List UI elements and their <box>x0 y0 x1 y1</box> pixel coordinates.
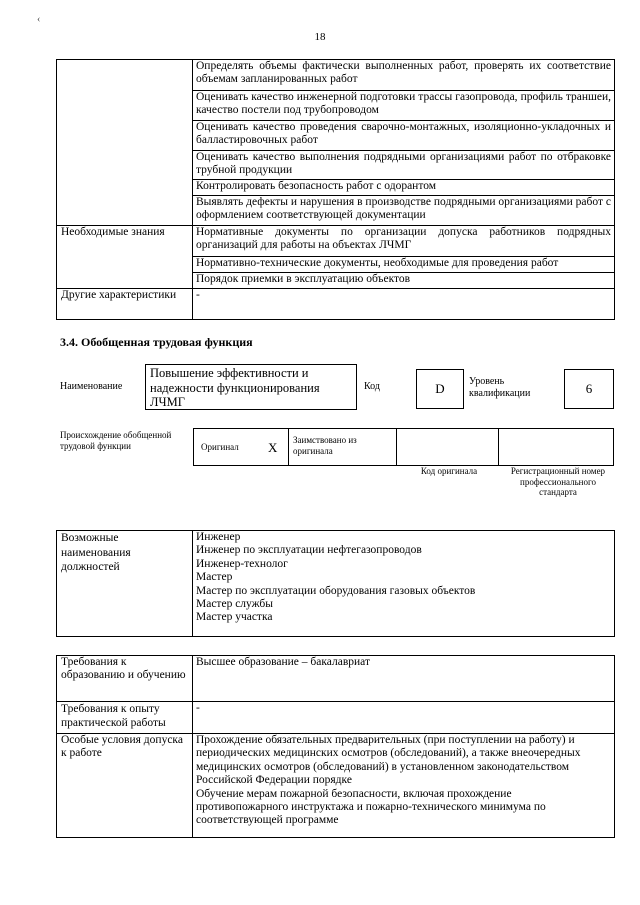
list-item: Инженер по эксплуатации нефтегазопроводов <box>196 544 422 557</box>
education-value: Высшее образование – бакалавриат <box>193 656 615 702</box>
page-number: 18 <box>314 31 326 43</box>
table1-label-cell <box>57 60 193 226</box>
code-value-box: D <box>416 369 464 409</box>
code-label: Код <box>364 381 380 392</box>
requirements-table <box>56 655 615 838</box>
borrowed-label: Заимствовано из оригинала <box>293 435 357 456</box>
original-mark: X <box>268 440 278 455</box>
origin-label: Происхождение обобщенной трудовой функции <box>60 430 172 451</box>
experience-label: Требования к опыту практической работы <box>57 702 193 734</box>
list-item: Мастер участка <box>196 611 273 624</box>
table-row: Порядок приемки в эксплуатацию объектов <box>193 273 615 289</box>
list-item: Инженер-технолог <box>196 557 288 570</box>
table-row: Оценивать качество проведения сварочно-монтажных, изоляционно-укладочных и балластировочных работ <box>193 121 615 151</box>
positions-table <box>56 530 615 637</box>
conditions-label: Особые условия допуска к работе <box>57 734 193 838</box>
table-row: Нормативные документы по организации допуска работников подрядных организаций для работы на объектах ЛЧМГ <box>193 226 615 257</box>
origin-code-caption: Код оригинала <box>420 466 478 476</box>
qualification-level-label: Уровень квалификации <box>469 376 531 399</box>
reg-number-caption: Регистрационный номер профессионального стандарта <box>510 466 606 497</box>
experience-value: - <box>193 702 615 734</box>
list-item: Мастер службы <box>196 598 274 611</box>
education-label: Требования к образованию и обучению <box>57 656 193 702</box>
origin-code-cell <box>396 429 499 465</box>
conditions-paragraph: Прохождение обязательных предварительных (при поступлении на работу) и периодических медицинских осмотров (обследований), а также внеочередных медицинских осмотров (обследований) в установленном законодательством Российской Федерации порядке <box>196 734 581 787</box>
other-characteristics-label: Другие характеристики <box>57 289 193 320</box>
qualification-level-box: 6 <box>564 369 614 409</box>
list-item: Инженер <box>196 531 241 543</box>
list-item: Мастер по эксплуатации оборудования газовых объектов <box>196 584 476 597</box>
conditions-value <box>193 734 615 838</box>
knowledge-label: Необходимые знания <box>57 226 193 289</box>
knowledge-table <box>56 59 615 320</box>
function-name-box: Повышение эффективности и надежности функционирования ЛЧМГ <box>145 364 357 410</box>
positions-list <box>193 531 615 637</box>
list-item: Мастер <box>196 571 233 584</box>
positions-label: Возможные наименования должностей <box>57 531 193 637</box>
table-row: Определять объемы фактически выполненных работ, проверять их соответствие объемам запланированных работ <box>193 60 615 91</box>
table-row: - <box>193 289 615 320</box>
table-row: Оценивать качество выполнения подрядными организациями работ по отбраковке трубной продукции <box>193 151 615 180</box>
reg-number-cell <box>498 429 613 465</box>
table-row: Оценивать качество инженерной подготовки трассы газопровода, профиль траншеи, качество постели под трубопроводом <box>193 91 615 121</box>
table-row: Контролировать безопасность работ с одорантом <box>193 180 615 196</box>
section-heading: 3.4. Обобщенная трудовая функция <box>60 335 253 349</box>
table-row: Нормативно-технические документы, необходимые для проведения работ <box>193 257 615 273</box>
corner-mark: ‹ <box>37 14 41 25</box>
conditions-paragraph: Обучение мерам пожарной безопасности, включая прохождение противопожарного инструктажа и пожарно-технического минимума по соответствующей программе <box>196 787 546 827</box>
origin-table <box>193 428 614 466</box>
table-row: Выявлять дефекты и нарушения в производстве подрядными организациями работ с оформлением соответствующей документации <box>193 196 615 226</box>
name-label: Наименование <box>60 381 123 392</box>
original-label: Оригинал <box>201 442 239 452</box>
